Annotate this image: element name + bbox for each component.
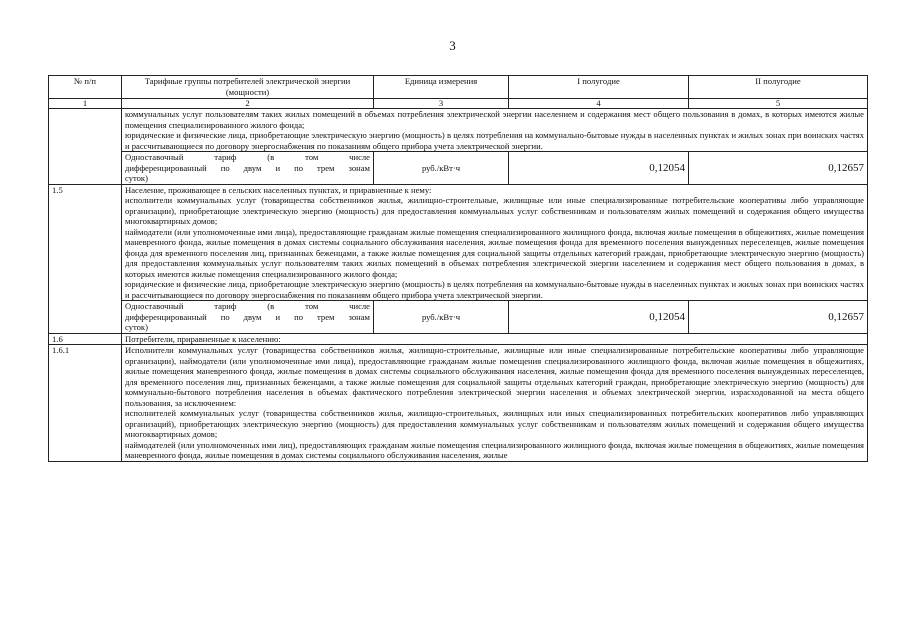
group-description bbox=[122, 184, 868, 301]
tariff-unit: руб./кВт·ч bbox=[374, 152, 509, 185]
column-number: 1 bbox=[49, 99, 122, 109]
group-description bbox=[122, 345, 868, 462]
tariff-description bbox=[122, 301, 374, 334]
tariff-description-line: дифференцированный по двум и по трем зонам bbox=[125, 162, 370, 173]
column-number: 5 bbox=[689, 99, 868, 109]
tariff-second-half: 0,12657 bbox=[689, 301, 868, 334]
tariff-second-half: 0,12657 bbox=[689, 152, 868, 185]
group-description bbox=[122, 109, 868, 152]
header-unit: Единица измерения bbox=[374, 76, 509, 99]
column-number: 3 bbox=[374, 99, 509, 109]
header-row bbox=[49, 76, 868, 99]
table-row bbox=[49, 109, 868, 152]
tariff-unit: руб./кВт·ч bbox=[374, 301, 509, 334]
description-paragraph: исполнители коммунальных услуг (товарищества собственников жилья, жилищно-строительные, жилищные или иные специализированные потребительские кооперативы либо управляющие организации), приобретающие электрическую энергию (мощность) для предоставления коммунальных услуг собственникам и пользователям жилых помещений и содержания общего имущества многоквартирных домов; bbox=[125, 195, 864, 226]
row-number-cell: 1.6 bbox=[49, 333, 122, 345]
row-number-cell bbox=[49, 109, 122, 185]
tariff-row bbox=[49, 301, 868, 334]
header-first-half: I полугодие bbox=[509, 76, 689, 99]
tariff-description-line: суток) bbox=[125, 322, 148, 332]
header-tariff-groups: Тарифные группы потребителей электрической энергии (мощности) bbox=[122, 76, 374, 99]
description-paragraph: юридические и физические лица, приобретающие электрическую энергию (мощность) в целях потребления на коммунально-бытовые нужды в населенных пунктах и жилых зонах при воинских частях и рассчитывающиеся по договору энергоснабжения по показаниям общего прибора учета электрической энергии. bbox=[125, 130, 864, 151]
tariff-description-line: дифференцированный по двум и по трем зонам bbox=[125, 311, 370, 322]
tariff-description bbox=[122, 152, 374, 185]
tariff-table bbox=[48, 75, 868, 462]
column-number: 2 bbox=[122, 99, 374, 109]
description-paragraph: наймодателей (или уполномоченных ими лиц), предоставляющих гражданам жилые помещения специализированного жилищного фонда, включая жилые помещения в общежитиях, жилые помещения маневренного фонда, жилые помещения в домах системы социального обслуживания населения, жилые bbox=[125, 439, 864, 460]
tariff-description-line: Одноставочный тариф (в том числе bbox=[125, 152, 370, 162]
description-paragraph: юридические и физические лица, приобретающие электрическую энергию (мощность) в целях потребления на коммунально-бытовые нужды в населенных пунктах и жилых зонах при воинских частях и рассчитывающиеся по договору энергоснабжения по показаниям общего прибора учета электрической энергии. bbox=[125, 279, 864, 300]
group-description: Потребители, приравненные к населению: bbox=[122, 333, 868, 345]
page-number: 3 bbox=[449, 38, 456, 53]
table-row bbox=[49, 333, 868, 345]
header-number: № п/п bbox=[49, 76, 122, 99]
column-number: 4 bbox=[509, 99, 689, 109]
column-numbers-row bbox=[49, 99, 868, 109]
tariff-description-line: суток) bbox=[125, 173, 148, 183]
tariff-first-half: 0,12054 bbox=[509, 152, 689, 185]
header-second-half: II полугодие bbox=[689, 76, 868, 99]
description-paragraph: наймодатели (или уполномоченные ими лица), предоставляющие гражданам жилые помещения специализированного жилищного фонда, включая жилые помещения в общежитиях, жилые помещения маневренного фонда, жилые помещения в домах системы социального обслуживания населения, жилые помещения фонда для временного поселения вынужденных переселенцев, жилые помещения фонда для временного поселения лиц, признанных беженцами, а также жилые помещения для социальной защиты отдельных категорий граждан, приобретающие электрическую энергию (мощность) для предоставления коммунальных услуг пользователям таких жилых помещений в объемах потребления электрической энергии населением и содержания мест общего пользования в домах, в которых имеются жилые помещения специализированного жилого фонда; bbox=[125, 226, 864, 279]
tariff-description-line: Одноставочный тариф (в том числе bbox=[125, 301, 370, 311]
row-number-cell: 1.5 bbox=[49, 184, 122, 333]
tariff-row bbox=[49, 152, 868, 185]
tariff-first-half: 0,12054 bbox=[509, 301, 689, 334]
description-paragraph: коммунальных услуг пользователям таких жилых помещений в объемах потребления электрической энергии населением и содержания мест общего пользования в домах, в которых имеются жилые помещения специализированного жилого фонда; bbox=[125, 109, 864, 130]
description-paragraph: Исполнители коммунальных услуг (товарищества собственников жилья, жилищно-строительные, жилищные или иные специализированные потребительские кооперативы либо управляющие организации), наймодатели (или уполномоченные ими лица), предоставляющие гражданам жилые помещения специализированного жилищного фонда, включая жилые помещения в общежитиях, жилые помещения маневренного фонда, жилые помещения в домах системы социального обслуживания населения, жилые помещения фонда для временного поселения вынужденных переселенцев, для временного поселения лиц, признанных беженцами, а также жилые помещения для социальной защиты отдельных категорий граждан, приобретающие электрическую энергию (мощность) для коммунально-бытового потребления населения в объемах фактического потребления электрической энергии населения и объемах электрической энергии, израсходованной на места общего пользования, за исключением: bbox=[125, 345, 864, 408]
description-paragraph: Население, проживающее в сельских населенных пунктах, и приравненные к нему: bbox=[125, 184, 432, 195]
table-row bbox=[49, 345, 868, 462]
table-row bbox=[49, 184, 868, 301]
description-paragraph: исполнителей коммунальных услуг (товарищества собственников жилья, жилищно-строительных, жилищных или иных специализированных потребительских кооперативов либо управляющих организаций), приобретающих электрическую энергию (мощность) для предоставления коммунальных услуг собственникам и пользователям жилых помещений и содержания общего имущества многоквартирных домов; bbox=[125, 408, 864, 439]
row-number-cell: 1.6.1 bbox=[49, 345, 122, 462]
